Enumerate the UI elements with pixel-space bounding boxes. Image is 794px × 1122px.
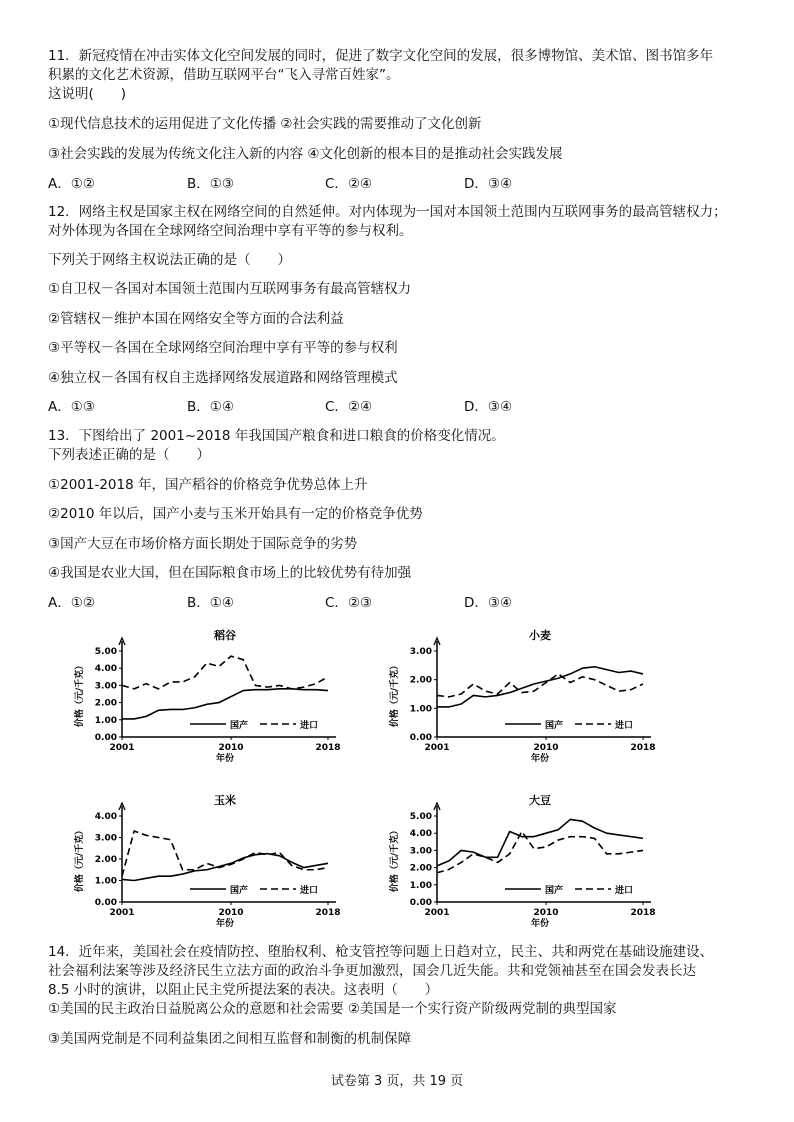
chart-title: 稻谷 [214,629,236,642]
y-axis-label: 价格（元/千克） [390,825,400,893]
legend-domestic-label: 国产 [230,886,249,896]
chart-svg [375,625,675,775]
chart-corn [60,790,360,940]
q11-option-b: B．①③ [187,176,234,192]
x-tick-label: 2018 [315,743,341,753]
q11-option-d: D．③④ [464,176,513,192]
q14-statement-2: ③美国两党制是不同利益集团之间相互监督和制衡的机制保障 [48,1031,412,1047]
q13-stem-line2: 下列表述正确的是（ ） [48,447,210,463]
q14-stem-line2: 社会福利法案等涉及经济民生立法方面的政治斗争更加激烈，国会几近失能。共和党领袖甚至在国会发表长达 [48,963,696,979]
q14-stem-line3: 8.5 小时的演讲，以阻止民主党所提法案的表决。这表明（ ） [48,982,439,998]
q13-statement-1: ①2001-2018 年，国产稻谷的价格竞争优势总体上升 [48,477,368,493]
y-axis-label: 价格（元/千克） [75,825,85,893]
q11-stem-line2: 积累的文化艺术资源，借助互联网平台“飞入寻常百姓家”。 [48,67,400,83]
q11-option-a: A．①② [48,176,95,192]
y-tick-label: 1.00 [94,876,117,887]
q13-option-c: C．②③ [325,595,373,611]
q12-option-d: D．③④ [464,399,513,415]
q12-statement-4: ④独立权－各国有权自主选择网络发展道路和网络管理模式 [48,370,398,386]
y-tick-label: 3.00 [409,647,432,657]
x-tick-label: 2010 [533,908,559,918]
q11-stem-line1: 11．新冠疫情在冲击实体文化空间发展的同时，促进了数字文化空间的发展，很多博物馆、美术馆、图书馆多年 [48,48,714,64]
chart-rice [60,625,360,775]
chart-title: 玉米 [214,794,236,807]
x-tick-label: 2001 [424,908,450,918]
x-tick-label: 2001 [109,743,135,753]
q14-stem-line1: 14．近年来，美国社会在疫情防控、堕胎权利、枪支管控等问题上日趋对立，民主、共和两党在基础设施建设、 [48,944,714,960]
x-tick-label: 2010 [218,743,244,753]
q13-statement-4: ④我国是农业大国，但在国际粮食市场上的比较优势有待加强 [48,565,412,581]
y-axis-label: 价格（元/千克） [390,660,400,728]
q12-statement-2: ②管辖权－维护本国在网络安全等方面的合法利益 [48,311,344,327]
y-tick-label: 1.00 [94,715,117,726]
series-line-domestic [437,667,643,707]
chart-wheat [375,625,675,775]
legend-import-label: 进口 [615,886,634,896]
y-tick-label: 0.00 [409,733,432,743]
q12-option-c: C．②④ [325,399,373,415]
x-tick-label: 2001 [109,908,135,918]
q11-stem-line3: 这说明( ) [48,86,127,102]
page-footer: 试卷第 3 页，共 19 页 [330,1074,464,1089]
series-line-domestic [437,819,643,865]
q12-stem-line2: 对外体现为各国在全球网络空间治理中享有平等的参与权利。 [48,223,413,239]
series-line-import [122,831,328,876]
y-tick-label: 1.00 [409,704,432,715]
q13-stem-line1: 13．下图给出了 2001~2018 年我国国产粮食和进口粮食的价格变化情况。 [48,428,505,444]
q14-statement-1: ①美国的民主政治日益脱离公众的意愿和社会需要 ②美国是一个实行资产阶级两党制的典型国家 [48,1001,617,1017]
q11-statement-1: ①现代信息技术的运用促进了文化传播 ②社会实践的需要推动了文化创新 [48,116,482,132]
series-line-import [437,674,643,697]
chart-title: 小麦 [529,629,551,642]
chart-title: 大豆 [529,794,551,807]
x-tick-label: 2010 [218,908,244,918]
x-axis-label: 年份 [215,919,235,929]
q13-option-b: B．①④ [187,595,234,611]
legend-import-label: 进口 [615,721,634,731]
y-tick-label: 0.00 [94,733,117,743]
y-tick-label: 2.00 [94,698,117,709]
y-tick-label: 5.00 [409,812,432,822]
x-tick-label: 2001 [424,743,450,753]
q12-option-a: A．①③ [48,399,95,415]
y-tick-label: 3.00 [94,833,117,844]
legend-domestic-label: 国产 [545,886,564,896]
legend-domestic-label: 国产 [545,721,564,731]
q12-stem-line1: 12．网络主权是国家主权在网络空间的自然延伸。对内体现为一国对本国领土范围内互联网事务的最高管辖权力； [48,204,727,220]
chart-svg [375,790,675,940]
y-tick-label: 1.00 [409,880,432,891]
chart-svg [60,625,360,775]
x-axis-label: 年份 [215,754,235,764]
y-tick-label: 0.00 [94,898,117,908]
q13-statement-3: ③国产大豆在市场价格方面长期处于国际竞争的劣势 [48,536,358,552]
q11-option-c: C．②④ [325,176,373,192]
legend-domestic-label: 国产 [230,721,249,731]
series-line-import [122,656,328,689]
y-tick-label: 3.00 [409,846,432,857]
x-axis-label: 年份 [530,754,550,764]
q12-statement-1: ①自卫权－各国对本国领土范围内互联网事务有最高管辖权力 [48,281,412,297]
x-tick-label: 2018 [630,743,656,753]
y-tick-label: 4.00 [409,829,432,840]
chart-soybean [375,790,675,940]
y-tick-label: 0.00 [409,898,432,908]
y-tick-label: 5.00 [94,647,117,657]
x-axis-label: 年份 [530,919,550,929]
y-axis-label: 价格（元/千克） [75,660,85,728]
y-tick-label: 4.00 [94,812,117,822]
chart-svg [60,790,360,940]
y-tick-label: 3.00 [94,681,117,692]
q13-statement-2: ②2010 年以后，国产小麦与玉米开始具有一定的价格竞争优势 [48,506,423,522]
x-tick-label: 2018 [315,908,341,918]
q12-stem-line3: 下列关于网络主权说法正确的是（ ） [48,252,291,268]
q13-option-d: D．③④ [464,595,513,611]
legend-import-label: 进口 [300,721,319,731]
q13-option-a: A．①② [48,595,95,611]
y-tick-label: 2.00 [409,675,432,686]
q12-statement-3: ③平等权－各国在全球网络空间治理中享有平等的参与权利 [48,340,398,356]
q12-option-b: B．①④ [187,399,234,415]
q11-statement-2: ③社会实践的发展为传统文化注入新的内容 ④文化创新的根本目的是推动社会实践发展 [48,146,563,162]
legend-import-label: 进口 [300,886,319,896]
y-tick-label: 2.00 [409,863,432,874]
series-line-domestic [122,689,328,719]
x-tick-label: 2018 [630,908,656,918]
y-tick-label: 4.00 [94,664,117,675]
y-tick-label: 2.00 [94,855,117,865]
x-tick-label: 2010 [533,743,559,753]
